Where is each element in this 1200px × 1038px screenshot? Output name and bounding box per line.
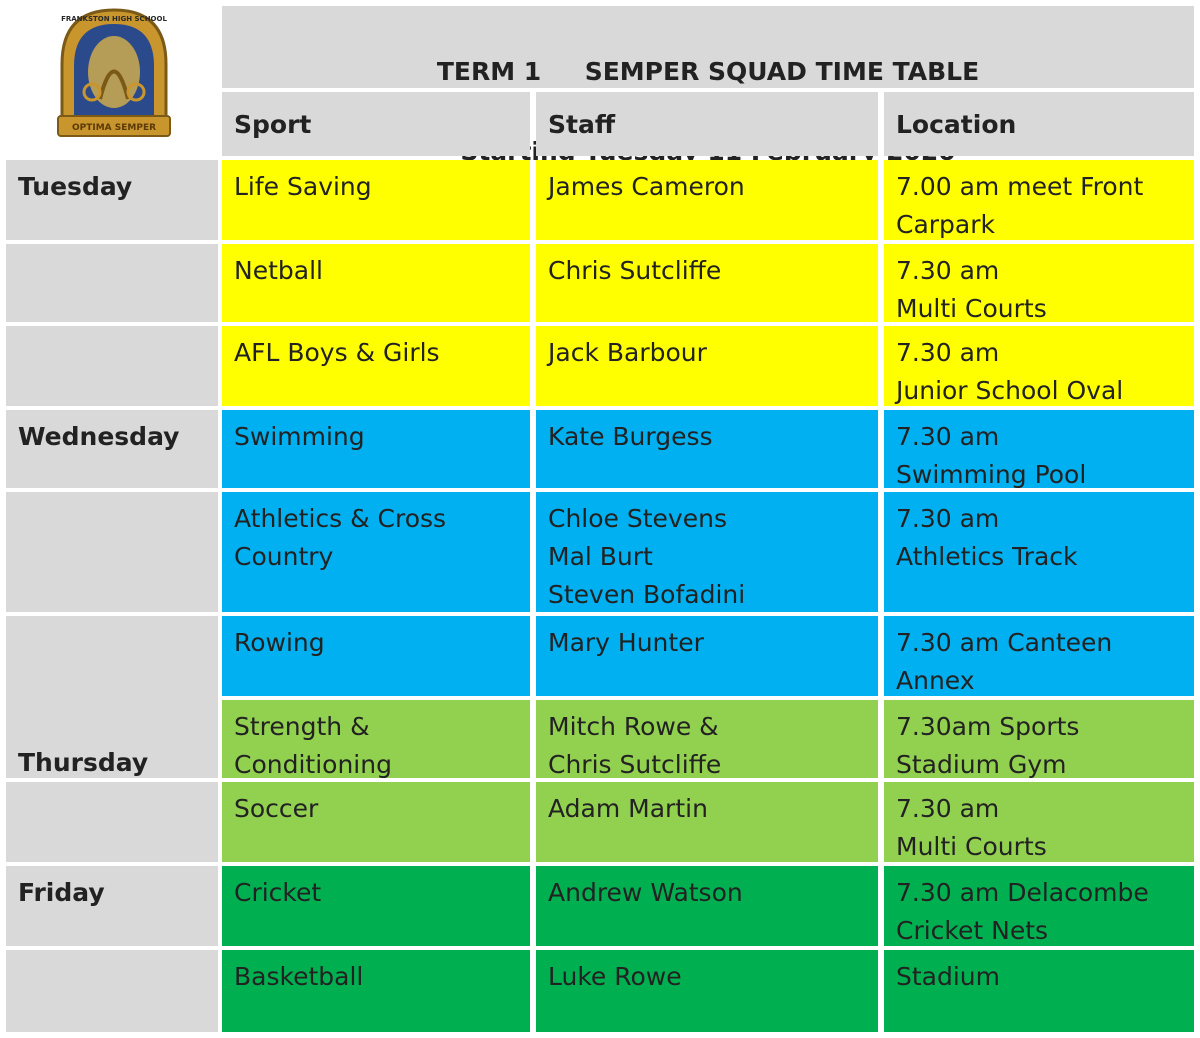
sport-cell: Life Saving	[222, 160, 530, 240]
day-tuesday: Tuesday	[6, 160, 218, 240]
header-staff: Staff	[536, 92, 878, 156]
staff-cell: Kate Burgess	[536, 410, 878, 488]
day-thursday	[6, 616, 218, 778]
location-cell: 7.00 am meet Front Carpark	[884, 160, 1194, 240]
staff-cell: Luke Rowe	[536, 950, 878, 1032]
svg-text:FRANKSTON HIGH SCHOOL: FRANKSTON HIGH SCHOOL	[61, 15, 167, 23]
day-friday: Friday	[6, 866, 218, 946]
sport-cell: Cricket	[222, 866, 530, 946]
day-blank	[6, 950, 218, 1032]
location-cell: 7.30am Sports Stadium Gym	[884, 700, 1194, 778]
sport-cell: Swimming	[222, 410, 530, 488]
staff-cell: James Cameron	[536, 160, 878, 240]
timetable	[6, 6, 1194, 1032]
header-sport: Sport	[222, 92, 530, 156]
title-line-1: TERM 1 SEMPER SQUAD TIME TABLE	[436, 57, 980, 86]
day-wednesday: Wednesday	[6, 410, 218, 488]
day-blank	[6, 492, 218, 612]
day-blank	[6, 782, 218, 862]
staff-cell: Mary Hunter	[536, 616, 878, 696]
svg-text:OPTIMA SEMPER: OPTIMA SEMPER	[71, 123, 157, 133]
staff-cell: Jack Barbour	[536, 326, 878, 406]
sport-cell: Athletics & Cross Country	[222, 492, 530, 612]
sport-cell: Basketball	[222, 950, 530, 1032]
location-cell: Stadium	[884, 950, 1194, 1032]
location-cell: 7.30 am Athletics Track	[884, 492, 1194, 612]
staff-cell: Chloe Stevens Mal Burt Steven Bofadini	[536, 492, 878, 612]
day-thursday-label: Thursday	[18, 748, 149, 777]
sport-cell: Rowing	[222, 616, 530, 696]
staff-cell: Andrew Watson	[536, 866, 878, 946]
location-cell: 7.30 am Swimming Pool	[884, 410, 1194, 488]
timetable-title	[222, 6, 1194, 88]
sport-cell: Strength & Conditioning	[222, 700, 530, 778]
sport-cell: Soccer	[222, 782, 530, 862]
header-location: Location	[884, 92, 1194, 156]
staff-cell: Mitch Rowe & Chris Sutcliffe	[536, 700, 878, 778]
sport-cell: Netball	[222, 244, 530, 322]
staff-cell: Adam Martin	[536, 782, 878, 862]
day-blank	[6, 326, 218, 406]
location-cell: 7.30 am Delacombe Cricket Nets	[884, 866, 1194, 946]
staff-cell: Chris Sutcliffe	[536, 244, 878, 322]
sport-cell: AFL Boys & Girls	[222, 326, 530, 406]
day-blank	[6, 244, 218, 322]
location-cell: 7.30 am Multi Courts	[884, 782, 1194, 862]
location-cell: 7.30 am Junior School Oval	[884, 326, 1194, 406]
location-cell: 7.30 am Canteen Annex	[884, 616, 1194, 696]
location-cell: 7.30 am Multi Courts	[884, 244, 1194, 322]
